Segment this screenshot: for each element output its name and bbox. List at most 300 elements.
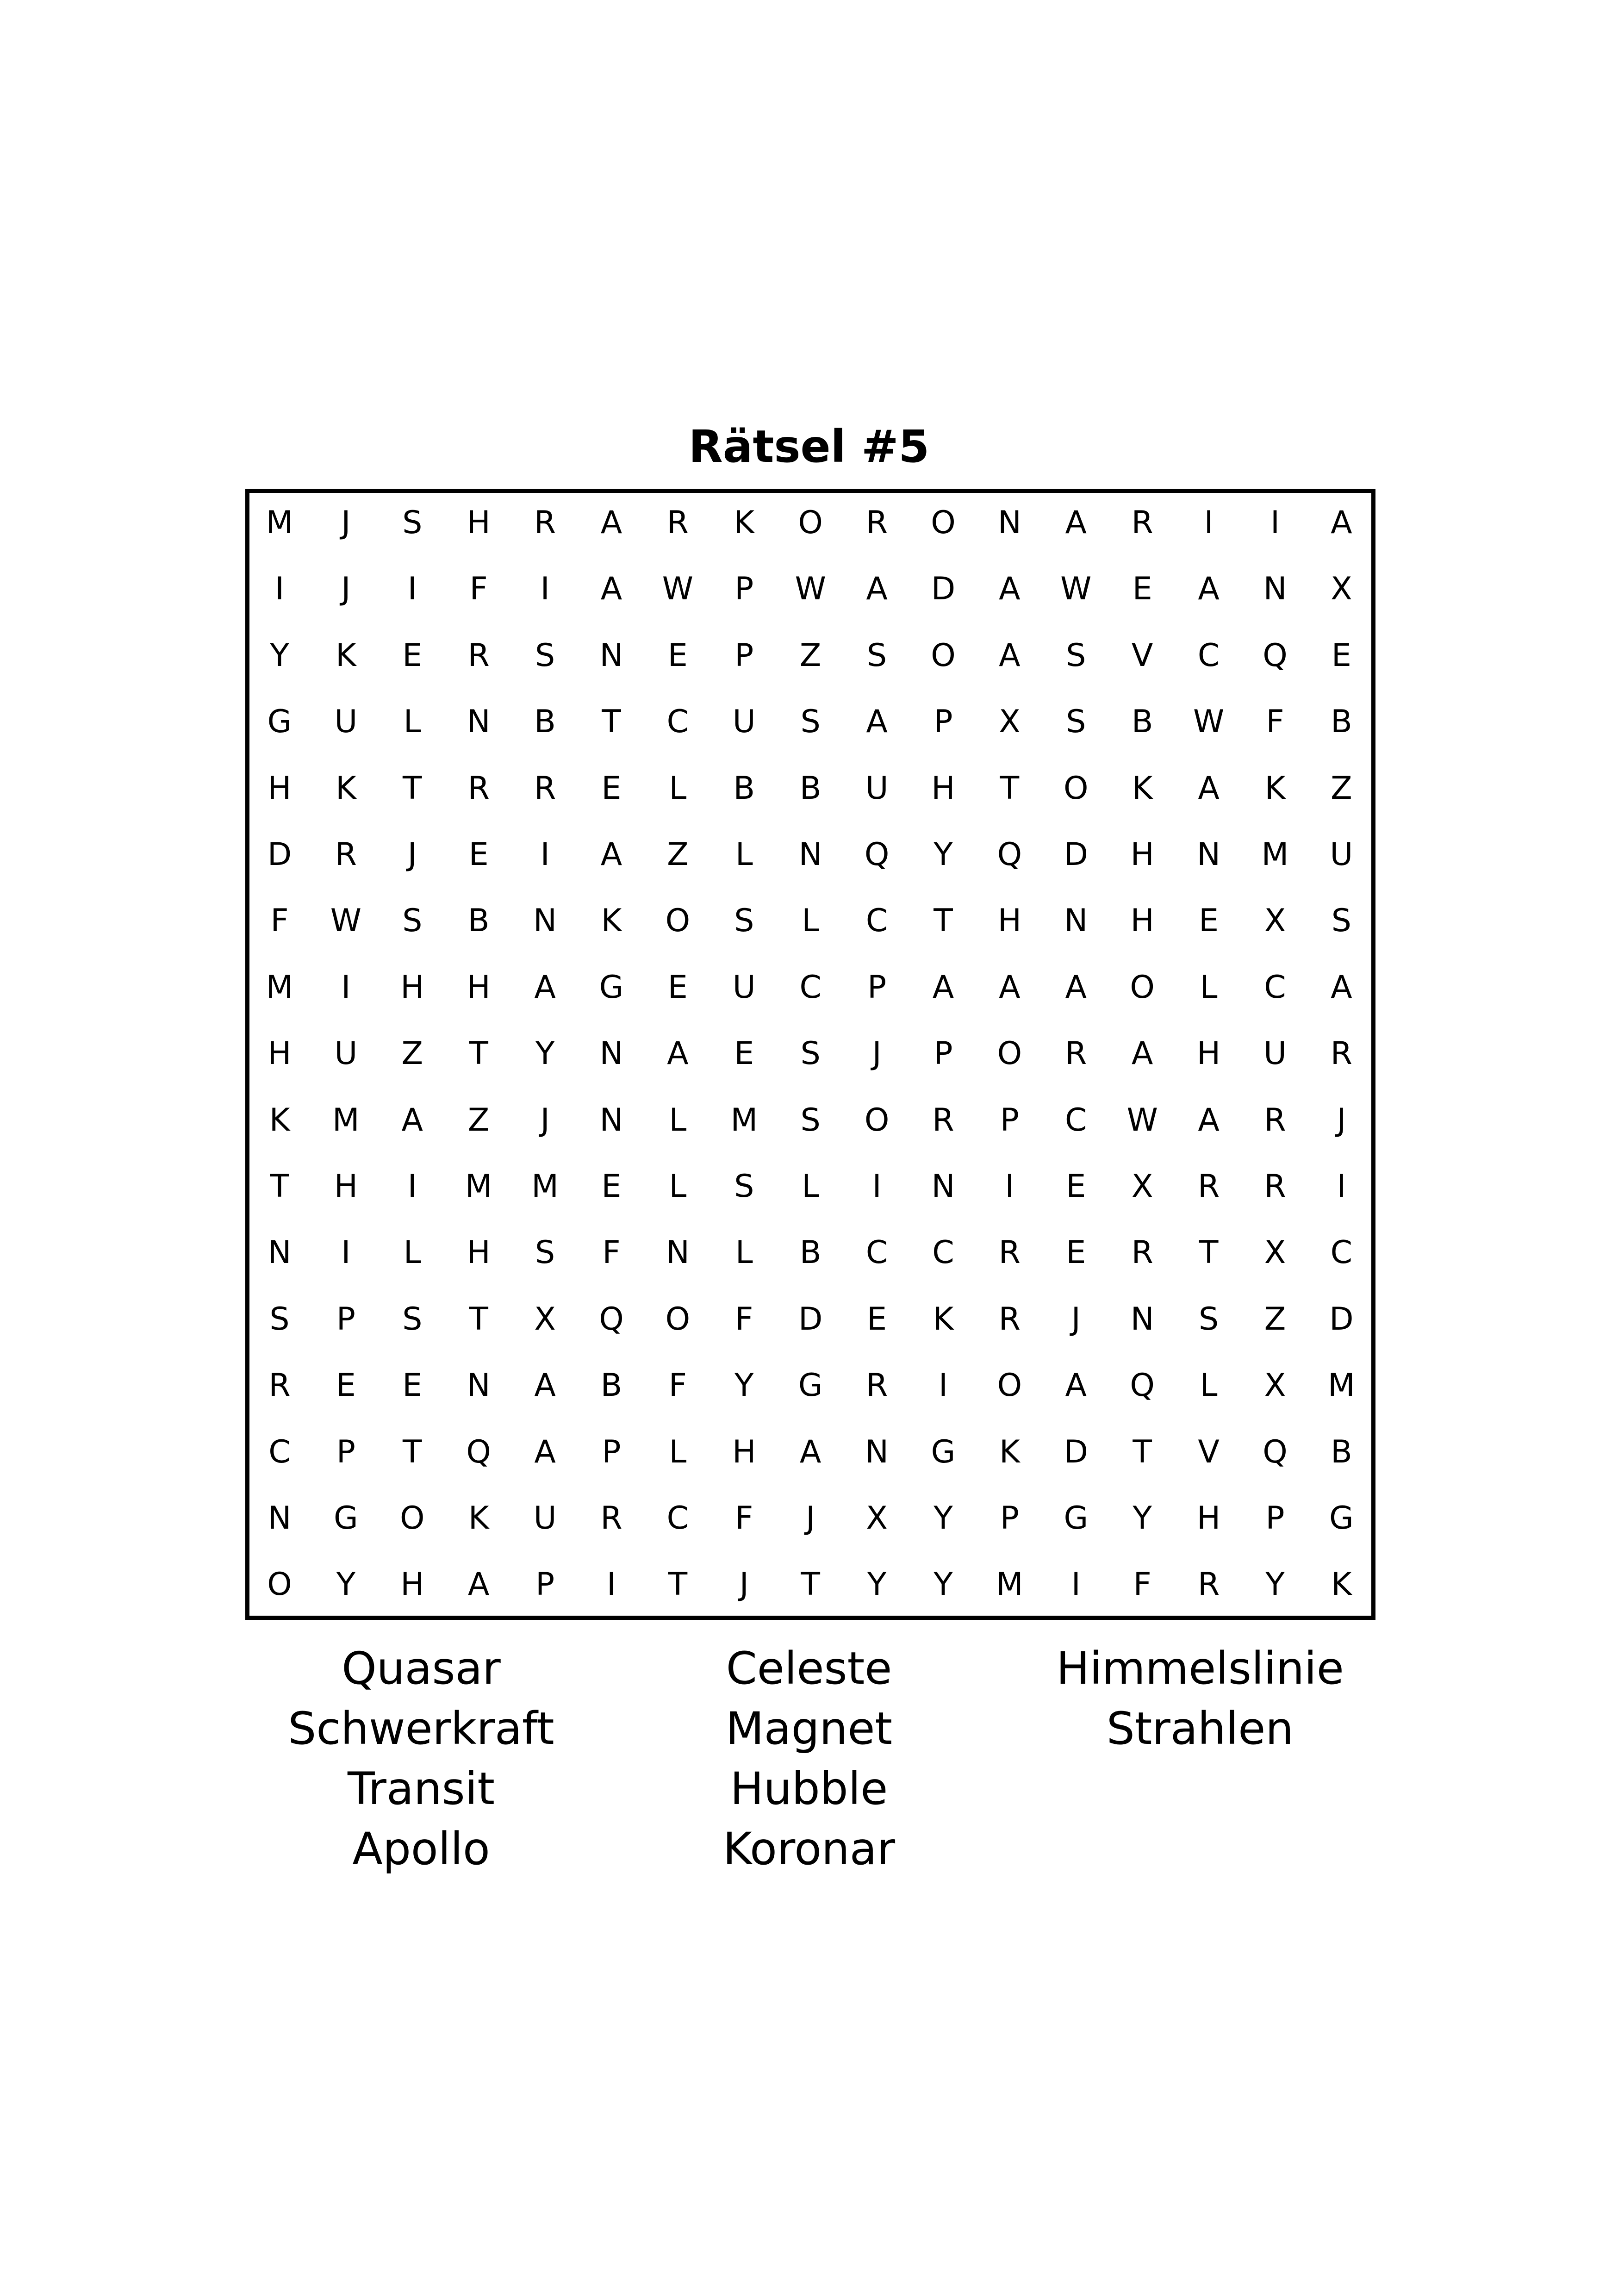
grid-cell[interactable]: R: [1131, 1234, 1153, 1271]
grid-cell[interactable]: W: [1060, 571, 1092, 608]
grid-cell[interactable]: S: [269, 1300, 290, 1338]
grid-cell[interactable]: B: [799, 1234, 821, 1271]
grid-cell[interactable]: N: [798, 836, 822, 873]
grid-cell[interactable]: D: [798, 1300, 823, 1338]
grid-cell[interactable]: V: [1198, 1433, 1220, 1470]
grid-cell[interactable]: S: [734, 1168, 754, 1205]
grid-cell[interactable]: P: [336, 1433, 355, 1470]
grid-cell[interactable]: V: [1131, 637, 1153, 674]
word-list: [0, 1638, 1618, 1898]
grid-cell[interactable]: P: [602, 1433, 621, 1470]
grid-cell[interactable]: Q: [864, 836, 890, 873]
grid-cell[interactable]: N: [1130, 1300, 1154, 1338]
grid-cell[interactable]: D: [1064, 1433, 1088, 1470]
grid-cell[interactable]: A: [1065, 504, 1087, 541]
grid-cell[interactable]: T: [1199, 1234, 1219, 1271]
grid-cell[interactable]: Q: [997, 836, 1022, 873]
grid-cell[interactable]: P: [867, 969, 887, 1006]
grid-cell[interactable]: X: [1131, 1168, 1153, 1205]
grid-cell[interactable]: A: [866, 703, 888, 740]
grid-cell[interactable]: L: [403, 1234, 421, 1271]
grid-cell[interactable]: A: [799, 1433, 821, 1470]
grid-cell[interactable]: R: [865, 504, 888, 541]
grid-cell[interactable]: A: [534, 1433, 556, 1470]
grid-cell[interactable]: Z: [667, 836, 689, 873]
grid-cell[interactable]: E: [601, 770, 622, 807]
grid-cell[interactable]: A: [600, 836, 622, 873]
grid-cell[interactable]: K: [269, 1101, 290, 1139]
grid-cell[interactable]: O: [1130, 969, 1155, 1006]
word-item: Schwerkraft: [288, 1703, 554, 1755]
grid-cell[interactable]: E: [402, 1367, 423, 1404]
grid-cell[interactable]: N: [1263, 571, 1287, 608]
grid-cell[interactable]: U: [334, 1035, 358, 1072]
grid-cell[interactable]: M: [996, 1566, 1023, 1603]
grid-cell[interactable]: R: [865, 1367, 888, 1404]
grid-cell[interactable]: Q: [599, 1300, 624, 1338]
grid-cell[interactable]: Q: [1263, 637, 1288, 674]
grid-cell[interactable]: N: [268, 1234, 292, 1271]
grid-cell[interactable]: Y: [933, 1500, 953, 1537]
grid-cell[interactable]: Q: [1130, 1367, 1155, 1404]
grid-cell[interactable]: K: [1264, 770, 1286, 807]
grid-cell[interactable]: S: [867, 637, 887, 674]
grid-cell[interactable]: Q: [466, 1433, 491, 1470]
grid-cell[interactable]: R: [1197, 1168, 1220, 1205]
grid-cell[interactable]: L: [1200, 1367, 1218, 1404]
grid-cell[interactable]: H: [467, 969, 491, 1006]
grid-cell[interactable]: S: [800, 1101, 821, 1139]
grid-cell[interactable]: E: [402, 637, 423, 674]
grid-cell[interactable]: A: [600, 571, 622, 608]
grid-cell[interactable]: K: [336, 770, 356, 807]
grid-cell[interactable]: A: [467, 1566, 490, 1603]
grid-cell[interactable]: L: [669, 1168, 687, 1205]
grid-cell[interactable]: A: [866, 571, 888, 608]
grid-cell[interactable]: A: [534, 969, 556, 1006]
grid-cell[interactable]: O: [997, 1367, 1022, 1404]
grid-cell[interactable]: S: [1199, 1300, 1219, 1338]
grid-cell[interactable]: A: [534, 1367, 556, 1404]
grid-cell[interactable]: N: [1064, 902, 1088, 940]
grid-cell[interactable]: F: [735, 1300, 753, 1338]
grid-cell[interactable]: W: [662, 571, 694, 608]
grid-cell[interactable]: O: [267, 1566, 292, 1603]
grid-cell[interactable]: F: [1266, 703, 1284, 740]
grid-cell[interactable]: H: [1197, 1500, 1221, 1537]
grid-cell[interactable]: I: [540, 836, 550, 873]
grid-cell[interactable]: C: [865, 1234, 888, 1271]
grid-cell[interactable]: B: [733, 770, 755, 807]
grid-cell[interactable]: A: [1131, 1035, 1153, 1072]
grid-cell[interactable]: Z: [467, 1101, 490, 1139]
grid-cell[interactable]: W: [795, 571, 826, 608]
grid-cell[interactable]: Y: [933, 836, 953, 873]
grid-cell[interactable]: A: [401, 1101, 423, 1139]
grid-cell[interactable]: C: [1065, 1101, 1087, 1139]
grid-cell[interactable]: E: [734, 1035, 754, 1072]
grid-cell[interactable]: E: [336, 1367, 356, 1404]
grid-cell[interactable]: Y: [270, 637, 289, 674]
grid-cell[interactable]: J: [1071, 1300, 1081, 1338]
word-column-3: [992, 1638, 1408, 1759]
grid-cell[interactable]: A: [999, 637, 1021, 674]
grid-cell[interactable]: L: [403, 703, 421, 740]
grid-cell[interactable]: E: [601, 1168, 622, 1205]
grid-cell[interactable]: R: [1330, 1035, 1353, 1072]
grid-cell[interactable]: T: [933, 902, 953, 940]
grid-cell[interactable]: R: [998, 1300, 1021, 1338]
grid-cell[interactable]: I: [341, 1234, 351, 1271]
grid-cell[interactable]: F: [602, 1234, 621, 1271]
grid-cell[interactable]: U: [732, 969, 756, 1006]
grid-cell[interactable]: L: [735, 1234, 753, 1271]
grid-cell[interactable]: Z: [1264, 1300, 1286, 1338]
grid-cell[interactable]: P: [933, 703, 953, 740]
grid-cell[interactable]: O: [1064, 770, 1089, 807]
grid-cell[interactable]: N: [865, 1433, 889, 1470]
grid-cell[interactable]: S: [402, 902, 423, 940]
grid-cell[interactable]: K: [1331, 1566, 1352, 1603]
grid-cell[interactable]: F: [1133, 1566, 1151, 1603]
grid-cell[interactable]: L: [669, 770, 687, 807]
word-item: Strahlen: [1106, 1703, 1294, 1755]
grid-cell[interactable]: H: [1130, 902, 1154, 940]
grid-cell[interactable]: I: [872, 1168, 882, 1205]
grid-cell[interactable]: C: [666, 703, 689, 740]
grid-cell[interactable]: X: [1331, 571, 1352, 608]
grid-cell[interactable]: F: [469, 571, 488, 608]
grid-cell[interactable]: R: [1065, 1035, 1087, 1072]
grid-cell[interactable]: P: [933, 1035, 953, 1072]
grid-cell[interactable]: E: [1066, 1234, 1086, 1271]
grid-cell[interactable]: K: [999, 1433, 1020, 1470]
grid-cell[interactable]: N: [467, 703, 491, 740]
grid-cell[interactable]: E: [1066, 1168, 1086, 1205]
grid-cell[interactable]: I: [341, 969, 351, 1006]
grid-cell[interactable]: R: [268, 1367, 291, 1404]
grid-cell[interactable]: B: [1331, 703, 1352, 740]
grid-cell[interactable]: P: [336, 1300, 355, 1338]
grid-cell[interactable]: R: [998, 1234, 1021, 1271]
grid-cell[interactable]: T: [668, 1566, 688, 1603]
grid-cell[interactable]: M: [266, 969, 293, 1006]
grid-cell[interactable]: B: [799, 770, 821, 807]
grid-cell[interactable]: Y: [867, 1566, 887, 1603]
grid-cell[interactable]: K: [601, 902, 622, 940]
grid-cell[interactable]: L: [1200, 969, 1218, 1006]
grid-cell[interactable]: X: [999, 703, 1021, 740]
grid-cell[interactable]: S: [535, 1234, 555, 1271]
grid-cell[interactable]: T: [270, 1168, 289, 1205]
grid-cell[interactable]: R: [335, 836, 357, 873]
grid-cell[interactable]: X: [1264, 902, 1286, 940]
grid-cell[interactable]: L: [669, 1433, 687, 1470]
grid-cell[interactable]: B: [534, 703, 556, 740]
grid-cell[interactable]: E: [468, 836, 489, 873]
grid-cell[interactable]: C: [1264, 969, 1286, 1006]
grid-cell[interactable]: J: [739, 1566, 749, 1603]
grid-cell[interactable]: Q: [1263, 1433, 1288, 1470]
grid-cell[interactable]: N: [533, 902, 557, 940]
word-column-1: [213, 1638, 629, 1879]
grid-cell[interactable]: Y: [1133, 1500, 1152, 1537]
grid-cell[interactable]: H: [1197, 1035, 1221, 1072]
grid-cell[interactable]: C: [666, 1500, 689, 1537]
grid-cell[interactable]: G: [798, 1367, 823, 1404]
grid-cell[interactable]: J: [341, 571, 351, 608]
grid-cell[interactable]: Z: [799, 637, 821, 674]
grid-cell[interactable]: N: [1197, 836, 1221, 873]
grid-cell[interactable]: G: [334, 1500, 358, 1537]
grid-cell[interactable]: X: [534, 1300, 556, 1338]
grid-cell[interactable]: S: [1066, 637, 1086, 674]
grid-cell[interactable]: A: [1065, 969, 1087, 1006]
grid-cell[interactable]: Y: [1265, 1566, 1285, 1603]
grid-cell[interactable]: Y: [933, 1566, 953, 1603]
word-item: Quasar: [342, 1643, 501, 1694]
grid-cell[interactable]: N: [599, 1101, 623, 1139]
grid-cell[interactable]: T: [403, 1433, 422, 1470]
grid-cell[interactable]: K: [933, 1300, 954, 1338]
grid-cell[interactable]: U: [533, 1500, 557, 1537]
grid-cell[interactable]: S: [800, 703, 821, 740]
grid-cell[interactable]: B: [467, 902, 490, 940]
grid-cell[interactable]: M: [1328, 1367, 1355, 1404]
grid-cell[interactable]: I: [540, 571, 550, 608]
grid-cell[interactable]: U: [865, 770, 889, 807]
grid-cell[interactable]: S: [402, 1300, 423, 1338]
grid-cell[interactable]: I: [407, 571, 417, 608]
grid-cell[interactable]: C: [932, 1234, 954, 1271]
grid-cell[interactable]: P: [1000, 1101, 1019, 1139]
grid-cell[interactable]: D: [931, 571, 956, 608]
grid-cell[interactable]: T: [469, 1300, 488, 1338]
grid-cell[interactable]: S: [1331, 902, 1351, 940]
grid-cell[interactable]: R: [1131, 504, 1153, 541]
grid-cell[interactable]: A: [932, 969, 954, 1006]
grid-cell[interactable]: H: [1130, 836, 1154, 873]
grid-cell[interactable]: E: [1132, 571, 1152, 608]
grid-cell[interactable]: J: [407, 836, 417, 873]
word-item: Transit: [348, 1763, 495, 1815]
grid-cell[interactable]: S: [1066, 703, 1086, 740]
grid-cell[interactable]: O: [798, 504, 823, 541]
grid-cell[interactable]: N: [599, 1035, 623, 1072]
grid-cell[interactable]: N: [467, 1367, 491, 1404]
grid-cell[interactable]: P: [1265, 1500, 1285, 1537]
grid-cell[interactable]: H: [400, 969, 424, 1006]
grid-cell[interactable]: J: [341, 504, 351, 541]
grid-cell[interactable]: L: [802, 1168, 820, 1205]
grid-cell[interactable]: I: [606, 1566, 616, 1603]
grid-cell[interactable]: K: [734, 504, 755, 541]
grid-cell[interactable]: N: [268, 1500, 292, 1537]
grid-cell[interactable]: O: [400, 1500, 425, 1537]
grid-cell[interactable]: T: [602, 703, 621, 740]
grid-cell[interactable]: O: [931, 637, 956, 674]
grid-cell[interactable]: A: [600, 504, 622, 541]
grid-cell[interactable]: H: [400, 1566, 424, 1603]
grid-cell[interactable]: G: [599, 969, 624, 1006]
grid-cell[interactable]: A: [1198, 770, 1220, 807]
grid-cell[interactable]: H: [467, 1234, 491, 1271]
grid-cell[interactable]: H: [334, 1168, 358, 1205]
grid-cell[interactable]: E: [867, 1300, 887, 1338]
grid-cell[interactable]: A: [999, 571, 1021, 608]
grid-cell[interactable]: J: [806, 1500, 815, 1537]
grid-cell[interactable]: H: [268, 770, 292, 807]
grid-cell[interactable]: A: [1331, 504, 1352, 541]
grid-cell[interactable]: A: [1198, 1101, 1220, 1139]
grid-cell[interactable]: O: [665, 902, 691, 940]
grid-cell[interactable]: D: [1064, 836, 1088, 873]
grid-cell[interactable]: C: [865, 902, 888, 940]
grid-cell[interactable]: P: [734, 637, 754, 674]
grid-cell[interactable]: W: [1193, 703, 1225, 740]
grid-cell[interactable]: P: [734, 571, 754, 608]
grid-cell[interactable]: K: [468, 1500, 489, 1537]
grid-cell[interactable]: E: [667, 969, 688, 1006]
grid-cell[interactable]: I: [938, 1367, 948, 1404]
grid-cell[interactable]: L: [802, 902, 820, 940]
grid-cell[interactable]: B: [1131, 703, 1153, 740]
grid-cell[interactable]: U: [732, 703, 756, 740]
grid-cell[interactable]: H: [931, 770, 955, 807]
grid-cell[interactable]: T: [403, 770, 422, 807]
grid-cell[interactable]: C: [1197, 637, 1220, 674]
grid-cell[interactable]: Z: [1331, 770, 1352, 807]
grid-cell[interactable]: A: [1198, 571, 1220, 608]
grid-cell[interactable]: L: [735, 836, 753, 873]
word-item: Apollo: [352, 1823, 490, 1875]
grid-cell[interactable]: C: [268, 1433, 291, 1470]
grid-cell[interactable]: O: [997, 1035, 1022, 1072]
grid-cell[interactable]: X: [1264, 1234, 1286, 1271]
grid-cell[interactable]: J: [540, 1101, 550, 1139]
grid-cell[interactable]: M: [465, 1168, 492, 1205]
grid-cell[interactable]: T: [1000, 770, 1020, 807]
grid-cell[interactable]: I: [1270, 504, 1280, 541]
grid-cell[interactable]: G: [931, 1433, 956, 1470]
grid-cell[interactable]: I: [1204, 504, 1214, 541]
grid-cell[interactable]: T: [1133, 1433, 1152, 1470]
grid-cell[interactable]: B: [600, 1367, 622, 1404]
grid-cell[interactable]: U: [1330, 836, 1353, 873]
grid-cell[interactable]: P: [1000, 1500, 1019, 1537]
grid-cell[interactable]: T: [469, 1035, 488, 1072]
grid-cell[interactable]: N: [931, 1168, 955, 1205]
grid-cell[interactable]: A: [1331, 969, 1352, 1006]
grid-cell[interactable]: R: [467, 770, 490, 807]
grid-cell[interactable]: S: [800, 1035, 821, 1072]
grid-cell[interactable]: B: [1331, 1433, 1352, 1470]
grid-cell[interactable]: S: [535, 637, 555, 674]
grid-cell[interactable]: R: [534, 770, 556, 807]
grid-cell[interactable]: R: [1264, 1168, 1286, 1205]
puzzle-title: Rätsel #5: [688, 421, 930, 473]
grid-cell[interactable]: I: [1337, 1168, 1346, 1205]
grid-cell[interactable]: D: [267, 836, 292, 873]
grid-cell[interactable]: T: [801, 1566, 820, 1603]
grid-cell[interactable]: R: [600, 1500, 622, 1537]
grid-cell[interactable]: C: [1330, 1234, 1353, 1271]
grid-cell[interactable]: R: [1197, 1566, 1220, 1603]
grid-cell[interactable]: E: [1331, 637, 1351, 674]
grid-cell[interactable]: K: [336, 637, 356, 674]
grid-cell[interactable]: J: [872, 1035, 882, 1072]
grid-cell[interactable]: A: [1065, 1367, 1087, 1404]
grid-cell[interactable]: Y: [734, 1367, 754, 1404]
grid-cell[interactable]: M: [531, 1168, 559, 1205]
grid-cell[interactable]: F: [270, 902, 289, 940]
grid-cell[interactable]: I: [1071, 1566, 1081, 1603]
grid-cell[interactable]: R: [1264, 1101, 1286, 1139]
grid-cell[interactable]: S: [402, 504, 423, 541]
grid-cell[interactable]: N: [599, 637, 623, 674]
grid-cell[interactable]: X: [866, 1500, 888, 1537]
grid-cell[interactable]: E: [667, 637, 688, 674]
word-item: Koronar: [722, 1823, 896, 1875]
grid-cell[interactable]: H: [268, 1035, 292, 1072]
grid-cell[interactable]: K: [1132, 770, 1153, 807]
grid-cell[interactable]: G: [1329, 1500, 1354, 1537]
grid-cell[interactable]: M: [1261, 836, 1289, 873]
grid-cell[interactable]: I: [407, 1168, 417, 1205]
grid-cell[interactable]: W: [330, 902, 362, 940]
grid-cell[interactable]: G: [1064, 1500, 1089, 1537]
grid-cell[interactable]: R: [534, 504, 556, 541]
grid-cell[interactable]: H: [997, 902, 1021, 940]
grid-cell[interactable]: I: [1005, 1168, 1014, 1205]
grid-cell[interactable]: G: [267, 703, 292, 740]
grid-cell[interactable]: N: [997, 504, 1021, 541]
grid-cell[interactable]: C: [799, 969, 821, 1006]
grid-cell[interactable]: W: [1126, 1101, 1158, 1139]
grid-cell[interactable]: H: [732, 1433, 756, 1470]
grid-cell[interactable]: S: [734, 902, 754, 940]
grid-cell[interactable]: F: [735, 1500, 753, 1537]
grid-cell[interactable]: R: [932, 1101, 954, 1139]
grid-cell[interactable]: A: [667, 1035, 689, 1072]
grid-cell[interactable]: M: [332, 1101, 360, 1139]
grid-cell[interactable]: I: [274, 571, 285, 608]
grid-cell[interactable]: U: [1263, 1035, 1287, 1072]
grid-cell[interactable]: R: [467, 637, 490, 674]
grid-cell[interactable]: Z: [401, 1035, 423, 1072]
grid-cell[interactable]: M: [730, 1101, 758, 1139]
grid-cell[interactable]: Y: [535, 1035, 555, 1072]
grid-cell[interactable]: L: [669, 1101, 687, 1139]
grid-cell[interactable]: X: [1264, 1367, 1286, 1404]
grid-cell[interactable]: U: [334, 703, 358, 740]
grid-cell[interactable]: M: [266, 504, 293, 541]
grid-cell[interactable]: F: [668, 1367, 687, 1404]
grid-cell[interactable]: D: [1329, 1300, 1354, 1338]
grid-cell[interactable]: E: [1199, 902, 1219, 940]
grid-cell[interactable]: R: [666, 504, 689, 541]
grid-cell[interactable]: J: [1337, 1101, 1346, 1139]
grid-cell[interactable]: O: [931, 504, 956, 541]
grid-cell[interactable]: Y: [336, 1566, 356, 1603]
grid-cell[interactable]: A: [999, 969, 1021, 1006]
grid-cell[interactable]: N: [666, 1234, 690, 1271]
word-item: Himmelslinie: [1056, 1643, 1344, 1694]
grid-cell[interactable]: O: [665, 1300, 691, 1338]
grid-cell[interactable]: P: [535, 1566, 555, 1603]
grid-cell[interactable]: H: [467, 504, 491, 541]
grid-cell[interactable]: O: [864, 1101, 890, 1139]
